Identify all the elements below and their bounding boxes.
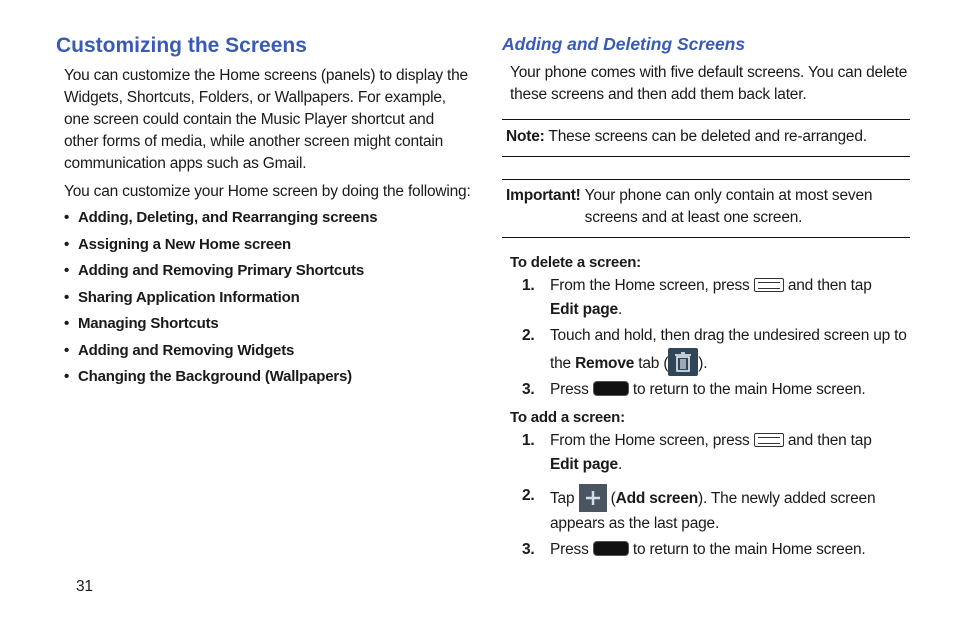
list-item: • Sharing Application Information [64,288,300,306]
delete-steps [502,274,910,402]
add-heading: To add a screen: [510,409,625,426]
page-title: Customizing the Screens [56,34,307,57]
intro-paragraph: You can customize the Home screens (panels) to display the Widgets, Shortcuts, Folders, or Wallpapers. For example, one screen could contain the Music Player shortcut and other forms of media, while another screen might contain communication apps such as Gmail. [64,67,468,172]
note-box [502,120,910,156]
list-item: 3. Press to return to the main Home screen. [522,381,866,398]
list-item: 2. Touch and hold, then drag the undesired screen up to the Remove tab ( ). [502,324,910,376]
list-item: 1. From the Home screen, press and then tap Edit page. [522,277,872,318]
section-title: Adding and Deleting Screens [502,34,746,54]
list-item: 1. From the Home screen, press and then tap Edit page. [522,432,872,473]
home-key-icon [593,381,629,396]
important-box [502,180,910,237]
delete-heading: To delete a screen: [510,254,641,271]
plus-icon [579,484,607,512]
list-item: • Changing the Background (Wallpapers) [64,368,352,385]
left-column [56,34,471,393]
list-item: 2. Tap (Add screen). The newly added screen appears as the last page. [502,484,910,536]
important-text: Your phone can only contain at most seven screens and at least one screen. [584,187,873,226]
note-label: Note: [506,128,545,145]
intro-paragraph-2: You can customize your Home screen by doing the following: [64,183,471,200]
trash-icon [668,348,698,376]
menu-key-icon [754,433,784,447]
section-intro: Your phone comes with five default screens. You can delete these screens and then add them back later. [510,64,908,103]
right-column [502,34,910,562]
note-text: These screens can be deleted and re-arranged. [544,128,867,145]
menu-key-icon [754,278,784,292]
important-label: Important! [506,187,581,204]
list-item: • Adding and Removing Widgets [64,341,295,359]
home-key-icon [593,541,629,556]
list-item: • Managing Shortcuts [64,315,219,332]
page-number: 31 [76,578,93,595]
add-steps [502,429,910,562]
topic-list [64,207,466,393]
list-item: • Adding and Removing Primary Shortcuts [64,262,364,279]
list-item: • Assigning a New Home screen [64,235,292,253]
list-item: • Adding, Deleting, and Rearranging screens [64,209,378,226]
list-item: 3. Press to return to the main Home screen. [522,541,866,558]
